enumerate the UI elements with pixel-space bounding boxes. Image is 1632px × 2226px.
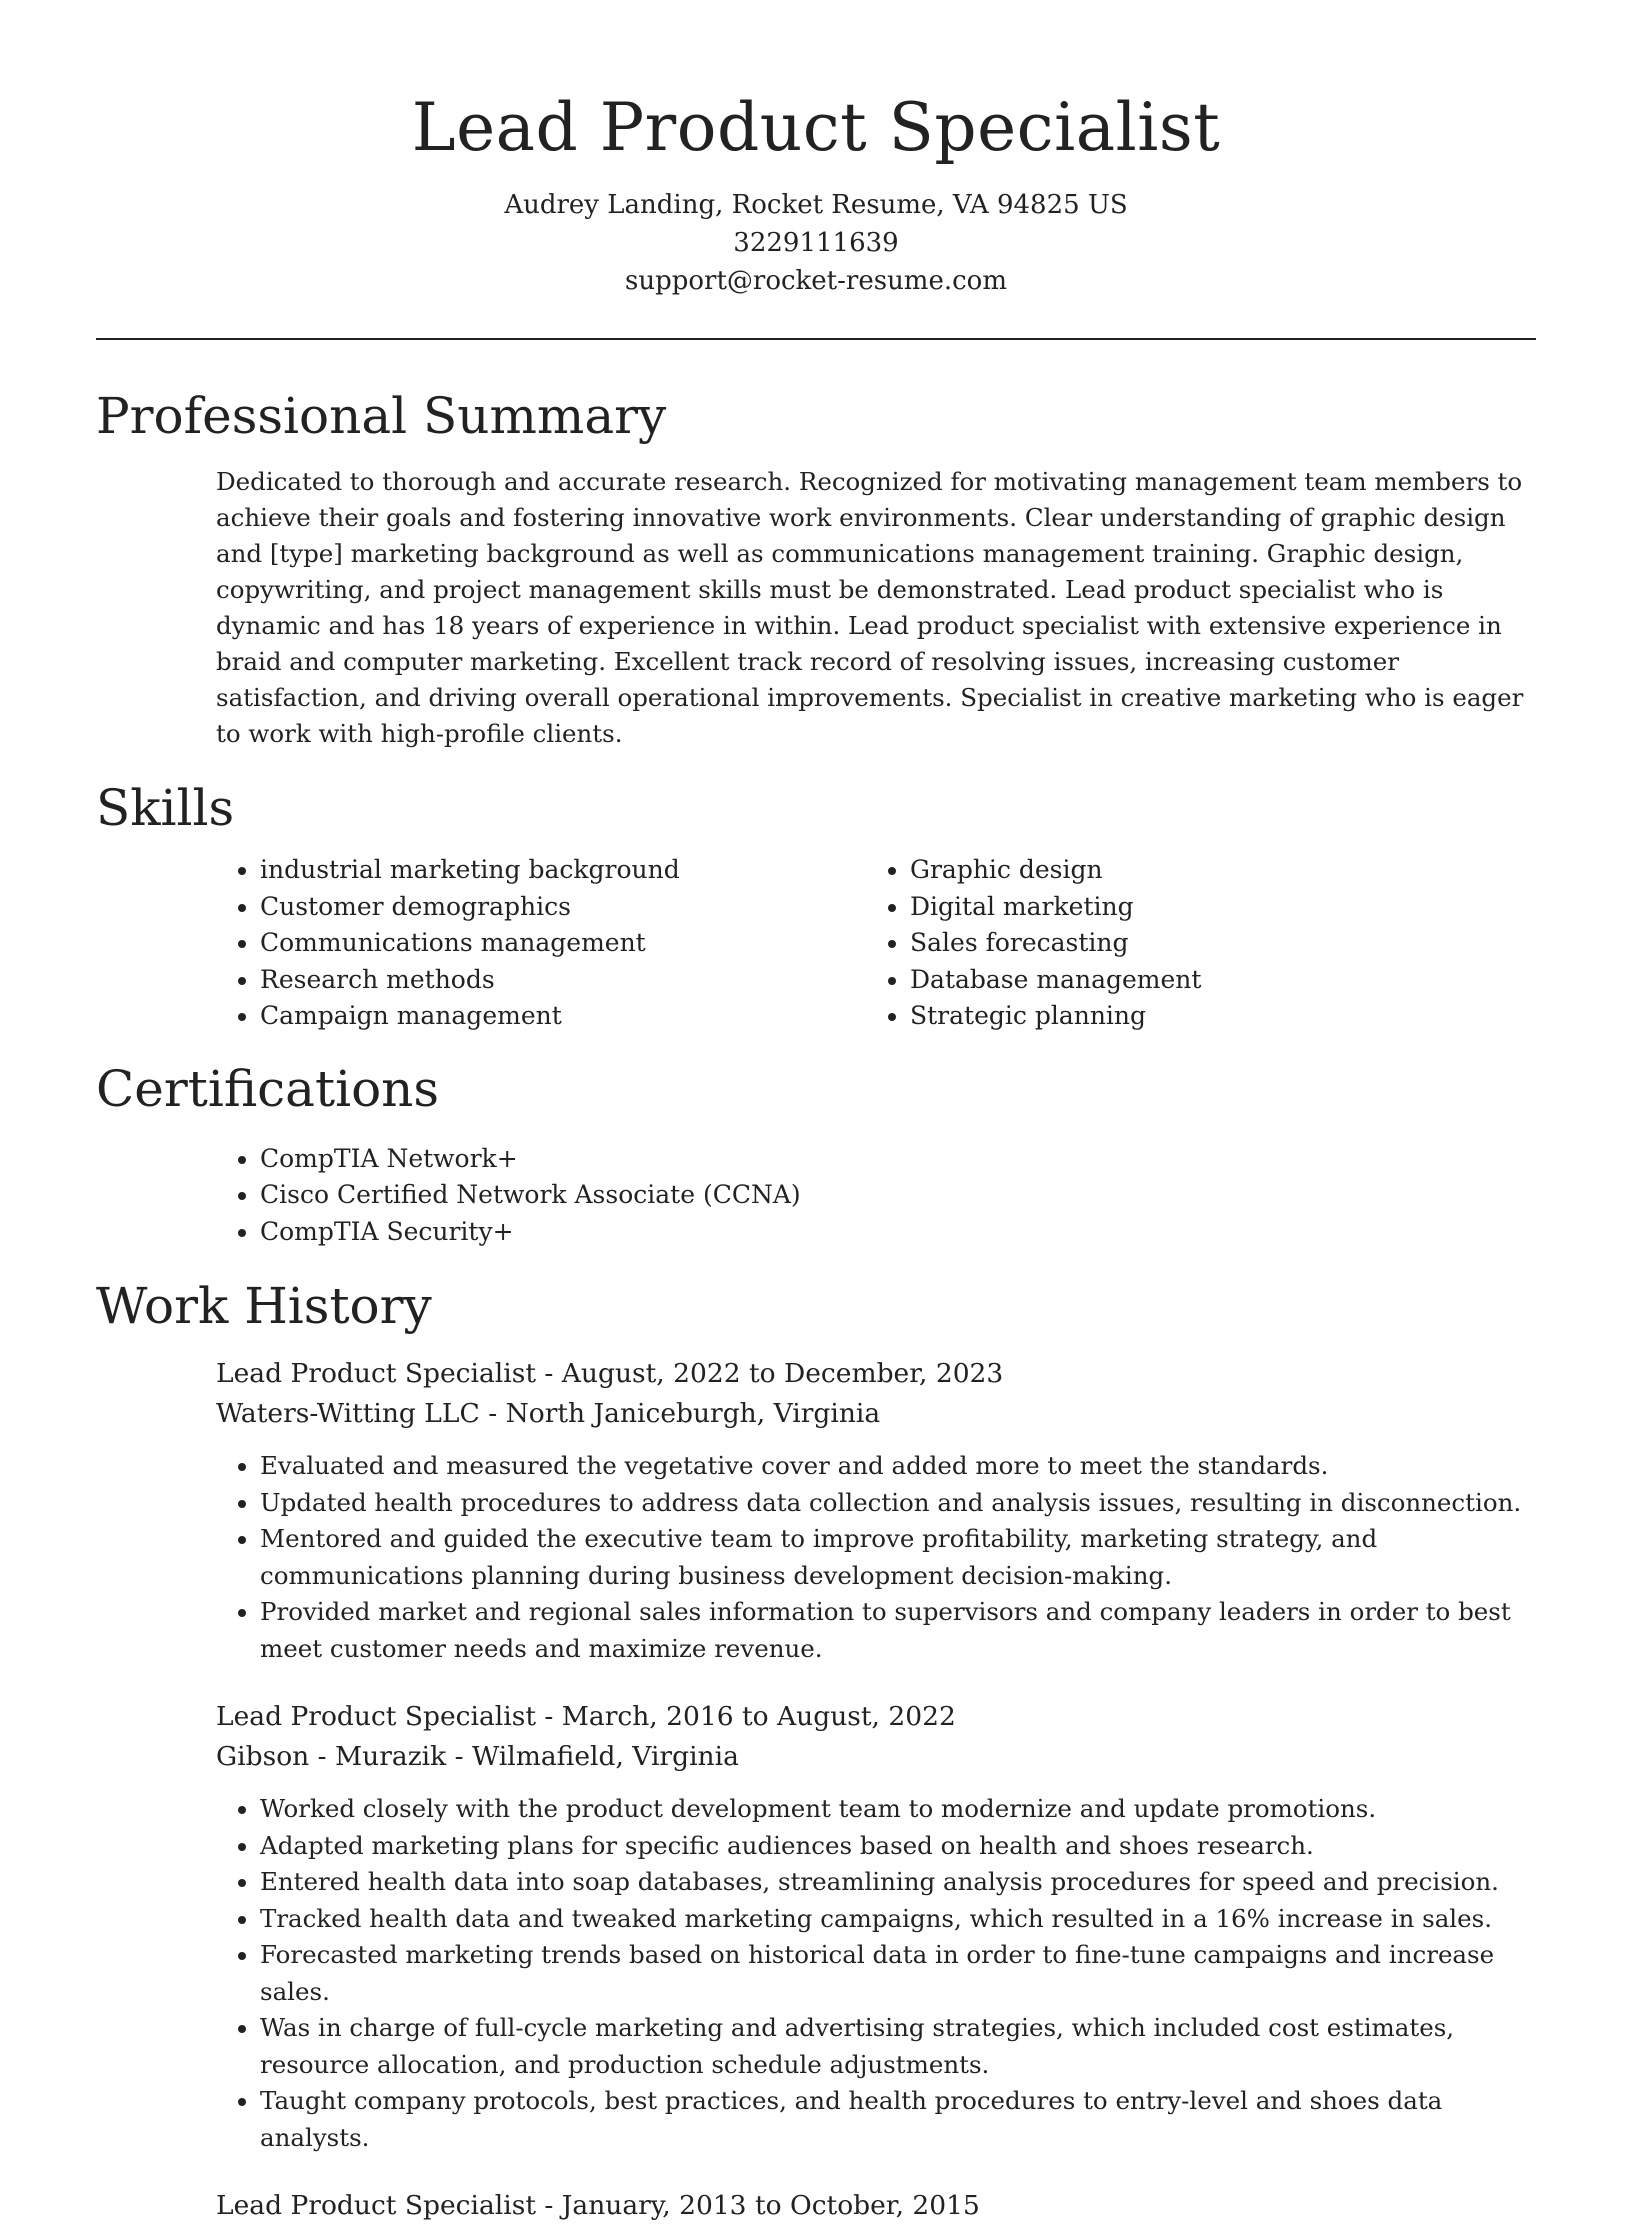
work-history-section [96, 1276, 1536, 2226]
job-role-dates: Lead Product Specialist - August, 2022 to December, 2023 [216, 1358, 1004, 1389]
certifications-list [216, 1141, 1536, 1251]
job-bullet: • Mentored and guided the executive team to improve profitability, marketing strategy, and communications planning during business development decision-making. [260, 1521, 1536, 1594]
job-bullets [216, 1448, 1536, 1667]
summary-section [96, 386, 1536, 752]
skill-item: • Customer demographics [260, 889, 866, 926]
summary-text: Dedicated to thorough and accurate research. Recognized for motivating management team members to achieve their goals and fostering innovative work environments. Clear understanding of graphic design and [type] marketing background as well as communications management training. Graphic design, copywriting, and project management skills must be demonstrated. Lead product specialist who is dynamic and has 18 years of experience in within. Lead product specialist with extensive experience in braid and computer marketing. Excellent track record of resolving issues, increasing customer satisfaction, and driving overall operational improvements. Specialist in creative marketing who is eager to work with high-profile clients. [216, 467, 1524, 748]
header-divider [96, 338, 1536, 340]
job-company-location: Gibson - Murazik - Wilmafield, Virginia [216, 1741, 739, 1772]
contact-address: Audrey Landing, Rocket Resume, VA 94825 US [504, 190, 1128, 220]
resume-header [96, 0, 1536, 300]
skills-grid [216, 852, 1536, 1035]
job-entry [216, 1354, 1536, 1667]
job-bullet: • Updated health procedures to address data collection and analysis issues, resulting in disconnection. [260, 1485, 1536, 1522]
job-bullets [216, 1791, 1536, 2156]
job-company-location: Waters-Witting LLC - North Janiceburgh, Virginia [216, 1398, 881, 1429]
skill-item: • Digital marketing [910, 889, 1516, 926]
job-bullet: • Evaluated and measured the vegetative cover and added more to meet the standards. [260, 1448, 1536, 1485]
skill-item: • Campaign management [260, 998, 866, 1035]
skills-heading: Skills [96, 779, 235, 837]
job-bullet: • Worked closely with the product development team to modernize and update promotions. [260, 1791, 1536, 1828]
skills-column-left [216, 852, 866, 1035]
job-header [216, 2186, 1536, 2226]
skill-item: • Database management [910, 962, 1516, 999]
skill-item: • Sales forecasting [910, 925, 1516, 962]
summary-heading: Professional Summary [96, 387, 667, 445]
job-bullet: • Entered health data into soap databases, streamlining analysis procedures for speed and precision. [260, 1864, 1536, 1901]
certifications-section [96, 1059, 1536, 1251]
skills-list-right [866, 852, 1516, 1035]
skill-item: • Research methods [260, 962, 866, 999]
job-bullet: • Forecasted marketing trends based on historical data in order to fine-tune campaigns and increase sales. [260, 1937, 1536, 2010]
job-bullet: • Taught company protocols, best practices, and health procedures to entry-level and shoes data analysts. [260, 2083, 1536, 2156]
contact-block [96, 186, 1536, 300]
job-bullet: • Tracked health data and tweaked marketing campaigns, which resulted in a 16% increase in sales. [260, 1901, 1536, 1938]
resume-title: Lead Product Specialist [411, 89, 1221, 166]
skills-list-left [216, 852, 866, 1035]
skill-item: • Graphic design [910, 852, 1516, 889]
contact-email: support@rocket-resume.com [624, 266, 1007, 296]
certifications-heading: Certifications [96, 1059, 440, 1118]
job-role-dates: Lead Product Specialist - January, 2013 to October, 2015 [216, 2190, 980, 2221]
work-history-heading: Work History [96, 1277, 432, 1335]
certifications-block [216, 1141, 1536, 1251]
job-entry [216, 1697, 1536, 2156]
skill-item: • industrial marketing background [260, 852, 866, 889]
skills-section [96, 778, 1536, 1035]
certification-item: • CompTIA Network+ [260, 1141, 1536, 1178]
job-bullet: • Adapted marketing plans for specific audiences based on health and shoes research. [260, 1828, 1536, 1865]
certification-item: • CompTIA Security+ [260, 1214, 1536, 1251]
certification-item: • Cisco Certified Network Associate (CCNA) [260, 1177, 1536, 1214]
job-header [216, 1354, 1536, 1434]
skill-item: • Communications management [260, 925, 866, 962]
job-role-dates: Lead Product Specialist - March, 2016 to August, 2022 [216, 1701, 956, 1732]
contact-phone: 3229111639 [733, 228, 899, 258]
job-entry [216, 2186, 1536, 2226]
job-bullet: • Was in charge of full-cycle marketing and advertising strategies, which included cost estimates, resource allocation, and production schedule adjustments. [260, 2010, 1536, 2083]
job-bullet: • Provided market and regional sales information to supervisors and company leaders in order to best meet customer needs and maximize revenue. [260, 1594, 1536, 1667]
job-header [216, 1697, 1536, 1777]
skills-column-right [866, 852, 1516, 1035]
skill-item: • Strategic planning [910, 998, 1516, 1035]
